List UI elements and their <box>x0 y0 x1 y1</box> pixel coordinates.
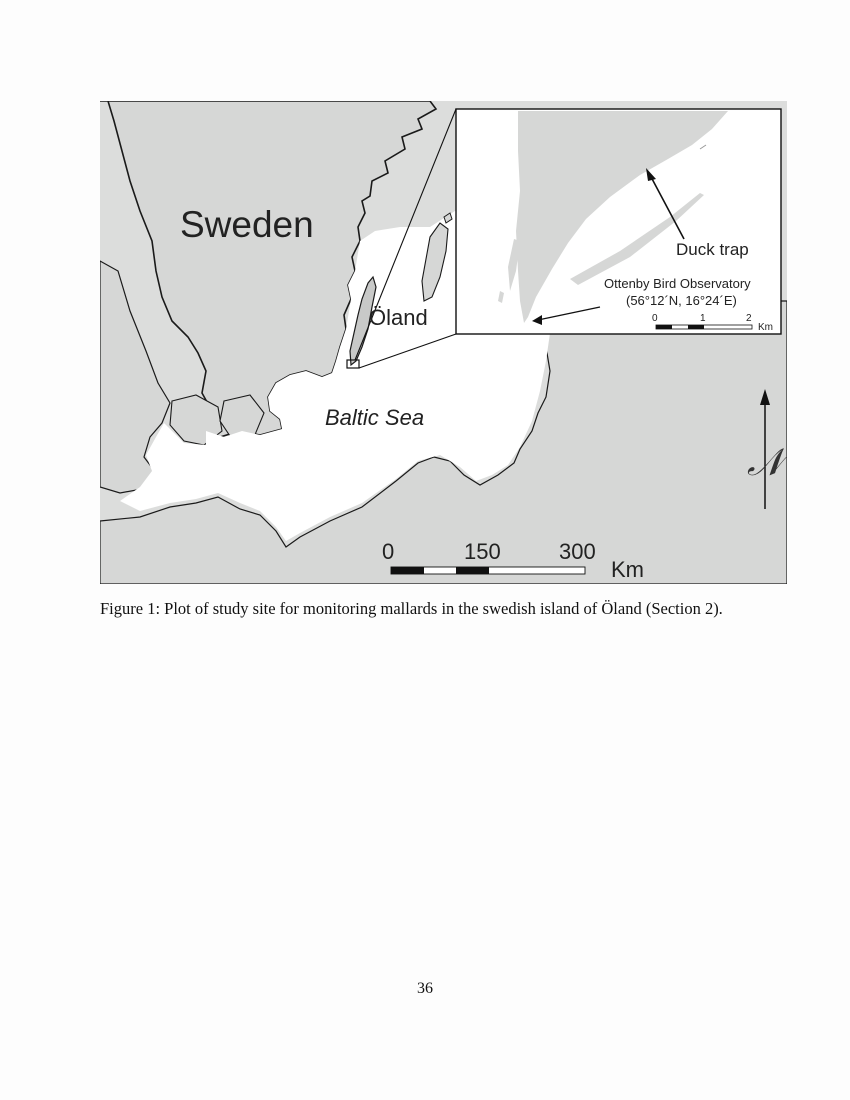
main-scale-tick: 0 <box>382 539 395 564</box>
sweden-label: Sweden <box>180 204 314 245</box>
duck-trap-label: Duck trap <box>676 240 749 259</box>
main-scale-tick: 300 <box>559 539 596 564</box>
main-scale-tick: 150 <box>464 539 501 564</box>
study-site-map <box>100 101 787 584</box>
inset-scale-segment <box>688 325 704 329</box>
main-scale-segment <box>391 567 424 574</box>
inset-scale-segment <box>656 325 672 329</box>
figure-caption-label: Figure 1: <box>100 599 161 618</box>
observatory-name-label: Ottenby Bird Observatory <box>604 276 751 291</box>
main-scale-unit: Km <box>611 557 644 582</box>
baltic-sea-label: Baltic Sea <box>325 405 425 430</box>
observatory-coords-label: (56°12´N, 16°24´E) <box>626 293 737 308</box>
main-scale-segment <box>456 567 489 574</box>
inset-scale-tick: 1 <box>700 313 706 324</box>
oland-label: Öland <box>369 305 428 330</box>
inset-scale-unit: Km <box>758 322 773 333</box>
inset-scale-tick: 0 <box>652 313 658 324</box>
figure-caption-text: Plot of study site for monitoring mallards in the swedish island of Öland (Section 2). <box>164 599 723 618</box>
figure-caption <box>100 599 760 619</box>
page-number: 36 <box>417 980 433 997</box>
inset-scale-tick: 2 <box>746 313 752 324</box>
north-symbol: 𝒩 <box>747 440 784 484</box>
